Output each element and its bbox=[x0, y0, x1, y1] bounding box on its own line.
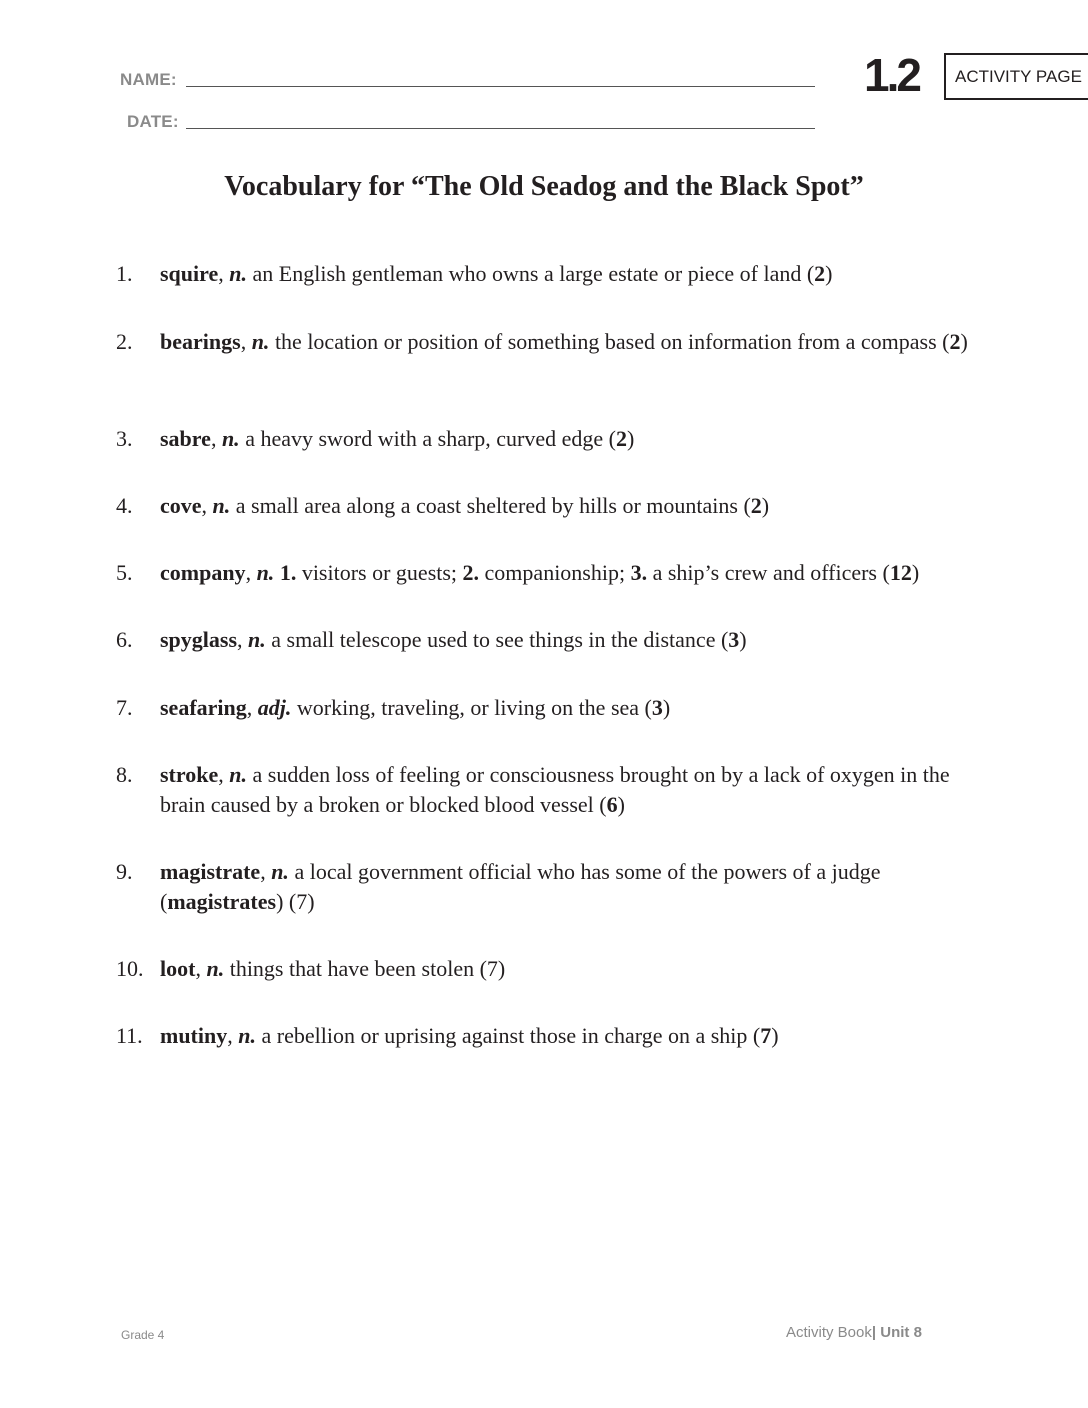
entry-close: ) bbox=[761, 493, 770, 518]
entry-pos: n. bbox=[256, 560, 275, 585]
sense-text: companionship; bbox=[479, 560, 631, 585]
entry-pos: n. bbox=[229, 762, 248, 787]
entry-close: ) bbox=[960, 329, 968, 354]
entry-number: 8. bbox=[116, 762, 133, 787]
footer-book-title: Activity Book bbox=[786, 1324, 872, 1341]
entry-number: 4. bbox=[116, 493, 133, 518]
entry-page: 2 bbox=[750, 493, 762, 518]
activity-page-label: ACTIVITY PAGE bbox=[955, 67, 1082, 86]
entry-page: 12 bbox=[889, 560, 912, 585]
entry-word: stroke bbox=[160, 762, 219, 787]
entry-page: 7 bbox=[760, 1023, 772, 1048]
entry-close: ) bbox=[739, 627, 747, 652]
entry-definition: a sudden loss of feeling or consciousness brought on by a lack of oxygen in the brain caused by a broken or blocked blood vessel ( bbox=[160, 762, 950, 817]
entry-word: spyglass bbox=[160, 627, 238, 652]
entry-close: ) bbox=[627, 426, 635, 451]
activity-page-badge bbox=[944, 53, 1088, 100]
entry-text: sabre, n. a heavy sword with a sharp, curved edge (2) bbox=[160, 426, 635, 451]
entry-definition: a heavy sword with a sharp, curved edge ( bbox=[239, 426, 616, 451]
entry-text: squire, n. an English gentleman who owns a large estate or piece of land (2) bbox=[160, 261, 833, 286]
entry-definition: the location or position of something based on information from a compass ( bbox=[269, 329, 950, 354]
entry-word: loot bbox=[160, 956, 196, 981]
entry-text: company, n. 1. visitors or guests; 2. companionship; 3. a ship’s crew and officers (12) bbox=[160, 560, 920, 585]
entry-page: 3 bbox=[728, 627, 740, 652]
entry-pos: adj. bbox=[257, 695, 292, 720]
entry-close: ) bbox=[771, 1023, 779, 1048]
sense-number: 1. bbox=[279, 560, 297, 585]
entry-page: 2 bbox=[616, 426, 627, 451]
entry-pos: n. bbox=[212, 493, 231, 518]
entry-text: magistrate, n. a local government official who has some of the powers of a judge (magistrates) (7) bbox=[160, 859, 881, 914]
date-line[interactable] bbox=[186, 128, 815, 129]
entry-word: magistrate bbox=[160, 859, 261, 884]
entry-number: 6. bbox=[116, 627, 133, 652]
page-title: Vocabulary for “The Old Seadog and the Black Spot” bbox=[224, 171, 864, 202]
entry-number: 7. bbox=[116, 695, 133, 720]
entry-pos: n. bbox=[238, 1023, 256, 1048]
entry-definition: a small telescope used to see things in the distance ( bbox=[265, 627, 729, 652]
entry-text: cove, n. a small area along a coast sheltered by hills or mountains (2) bbox=[160, 493, 770, 518]
entry-word: company bbox=[160, 560, 246, 585]
entry-word: sabre bbox=[160, 426, 211, 451]
entry-pos: n. bbox=[251, 329, 270, 354]
entry-word: mutiny bbox=[160, 1023, 228, 1048]
entry-page: 2 bbox=[949, 329, 961, 354]
entry-text: mutiny, n. a rebellion or uprising against those in charge on a ship (7) bbox=[160, 1023, 779, 1048]
footer-book bbox=[786, 1324, 922, 1341]
entry-plural: magistrates bbox=[167, 889, 277, 914]
entry-definition: things that have been stolen (7) bbox=[224, 956, 506, 981]
sense-number: 2. bbox=[462, 560, 480, 585]
entry-word: cove bbox=[160, 493, 202, 518]
entry-page: 3 bbox=[651, 695, 663, 720]
entry-number: 3. bbox=[116, 426, 133, 451]
sense-number: 3. bbox=[630, 560, 648, 585]
entry-close: ) bbox=[662, 695, 671, 720]
footer-separator: | bbox=[871, 1324, 877, 1341]
date-label: DATE: bbox=[127, 112, 179, 131]
entry-number: 5. bbox=[116, 560, 133, 585]
entry-text: seafaring, adj. working, traveling, or living on the sea (3) bbox=[160, 695, 671, 720]
entry-text: stroke, n. a sudden loss of feeling or consciousness brought on by a lack of oxygen in the brain caused by a broken or blocked blood vessel (6) bbox=[160, 762, 950, 817]
entry-definition: an English gentleman who owns a large estate or piece of land ( bbox=[247, 261, 815, 286]
footer-grade: Grade 4 bbox=[121, 1328, 165, 1342]
entry-text: spyglass, n. a small telescope used to see things in the distance (3) bbox=[160, 627, 747, 652]
entry-definition: a rebellion or uprising against those in charge on a ship ( bbox=[256, 1023, 761, 1048]
entry-pos: n. bbox=[229, 261, 248, 286]
name-label: NAME: bbox=[120, 70, 177, 89]
entry-pos: n. bbox=[271, 859, 289, 884]
entry-pos: n. bbox=[221, 426, 240, 451]
entry-page: 2 bbox=[814, 261, 826, 286]
entry-number: 10. bbox=[116, 956, 144, 981]
sense-text: a ship’s crew and officers ( bbox=[647, 560, 890, 585]
entry-text: bearings, n. the location or position of something based on information from a compass (2) bbox=[160, 329, 968, 354]
entry-word: seafaring bbox=[160, 695, 247, 720]
entry-number: 2. bbox=[116, 329, 133, 354]
entry-number: 1. bbox=[116, 261, 133, 286]
entry-pos: n. bbox=[206, 956, 225, 981]
entry-word: bearings bbox=[160, 329, 241, 354]
entry-definition: working, traveling, or living on the sea ( bbox=[291, 695, 652, 720]
entry-close: ) bbox=[825, 261, 833, 286]
footer-unit: Unit 8 bbox=[880, 1324, 922, 1341]
name-line[interactable] bbox=[186, 86, 815, 87]
activity-number: 1.2 bbox=[864, 49, 919, 101]
sense-text: visitors or guests; bbox=[296, 560, 463, 585]
entry-close: ) bbox=[911, 560, 920, 585]
entry-page: ) (7) bbox=[276, 889, 315, 914]
entry-definition: a small area along a coast sheltered by hills or mountains ( bbox=[230, 493, 751, 518]
entry-text: loot, n. things that have been stolen (7) bbox=[160, 956, 506, 981]
entry-number: 11. bbox=[116, 1023, 143, 1048]
entry-page: 6 bbox=[606, 792, 618, 817]
entry-number: 9. bbox=[116, 859, 133, 884]
entry-word: squire bbox=[160, 261, 219, 286]
entry-definition: a local government official who has some of the powers of a judge ( bbox=[160, 859, 881, 914]
entry-close: ) bbox=[617, 792, 625, 817]
entry-pos: n. bbox=[248, 627, 266, 652]
